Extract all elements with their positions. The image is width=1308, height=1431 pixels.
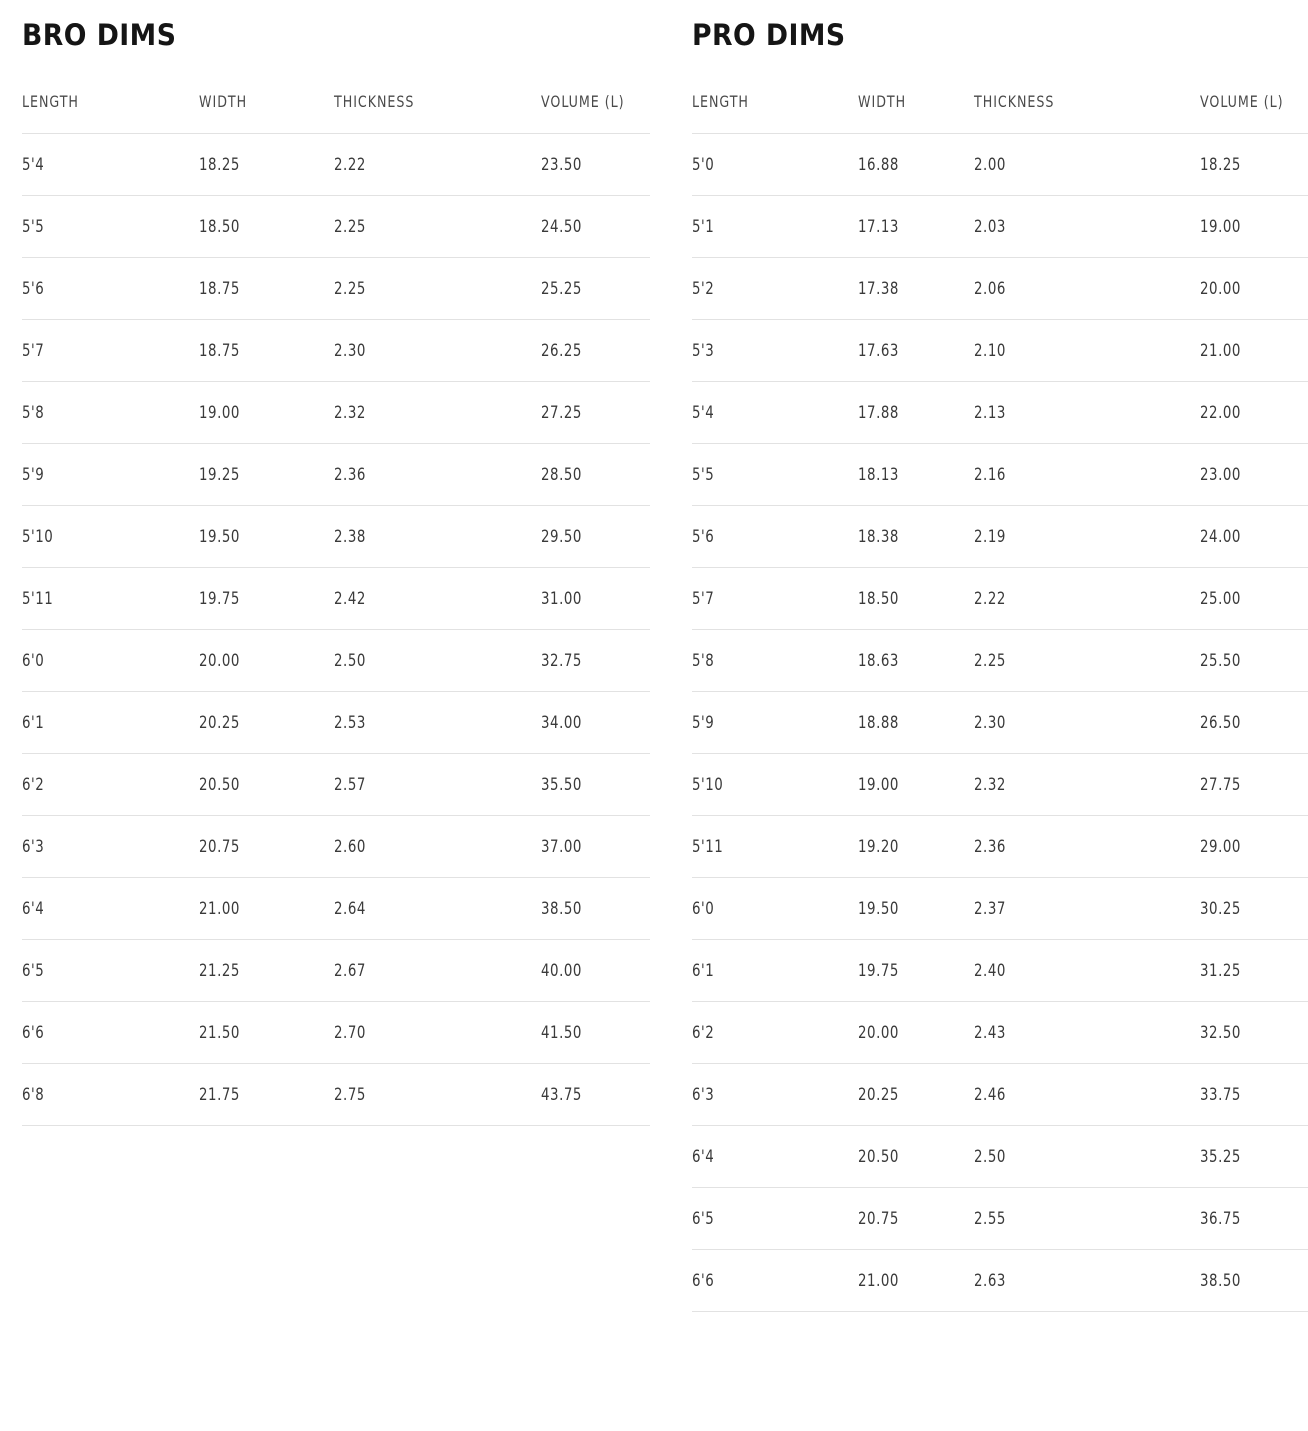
cell-length: 5'5 (692, 443, 841, 505)
table-row (692, 381, 1308, 443)
cell-volume: 27.75 (1200, 753, 1297, 815)
page-title-pro-dims: PRO DIMS (692, 18, 846, 52)
cell-length: 5'0 (692, 133, 841, 195)
table-row (22, 629, 650, 691)
cell-width: 20.25 (858, 1063, 962, 1125)
cell-length: 6'5 (692, 1187, 841, 1249)
cell-thickness: 2.13 (974, 381, 1178, 443)
cell-width: 17.13 (858, 195, 962, 257)
table-row (692, 815, 1308, 877)
cell-width: 21.00 (199, 877, 320, 939)
cell-thickness: 2.70 (334, 1001, 520, 1063)
cell-width: 18.50 (199, 195, 320, 257)
table-row (692, 133, 1308, 195)
cell-width: 21.50 (199, 1001, 320, 1063)
cell-length: 6'3 (22, 815, 182, 877)
page-title-bro-dims: BRO DIMS (22, 18, 177, 52)
table-row (692, 1249, 1308, 1311)
table-row (692, 1063, 1308, 1125)
cell-volume: 31.25 (1200, 939, 1297, 1001)
cell-length: 5'1 (692, 195, 841, 257)
cell-length: 6'6 (692, 1249, 841, 1311)
cell-length: 6'2 (692, 1001, 841, 1063)
cell-width: 19.50 (858, 877, 962, 939)
cell-width: 18.75 (199, 257, 320, 319)
cell-thickness: 2.57 (334, 753, 520, 815)
cell-volume: 28.50 (541, 443, 639, 505)
cell-thickness: 2.50 (974, 1125, 1178, 1187)
cell-length: 6'8 (22, 1063, 182, 1125)
cell-width: 20.75 (199, 815, 320, 877)
table-row (22, 505, 650, 567)
cell-volume: 29.50 (541, 505, 639, 567)
cell-length: 6'6 (22, 1001, 182, 1063)
cell-width: 18.13 (858, 443, 962, 505)
cell-thickness: 2.64 (334, 877, 520, 939)
cell-thickness: 2.10 (974, 319, 1178, 381)
cell-thickness: 2.63 (974, 1249, 1178, 1311)
cell-thickness: 2.75 (334, 1063, 520, 1125)
table-row (22, 195, 650, 257)
cell-length: 5'9 (692, 691, 841, 753)
column-header-volume: VOLUME (L) (540, 91, 625, 111)
cell-thickness: 2.42 (334, 567, 520, 629)
cell-thickness: 2.43 (974, 1001, 1178, 1063)
cell-thickness: 2.40 (974, 939, 1178, 1001)
cell-width: 19.75 (199, 567, 320, 629)
cell-thickness: 2.46 (974, 1063, 1178, 1125)
cell-volume: 21.00 (1200, 319, 1297, 381)
cell-width: 20.25 (199, 691, 320, 753)
table-row (692, 877, 1308, 939)
cell-width: 21.75 (199, 1063, 320, 1125)
cell-volume: 43.75 (541, 1063, 639, 1125)
cell-volume: 20.00 (1200, 257, 1297, 319)
table-body-pro-dims (692, 133, 1308, 1311)
cell-length: 5'10 (22, 505, 182, 567)
cell-volume: 30.25 (1200, 877, 1297, 939)
cell-width: 19.25 (199, 443, 320, 505)
cell-length: 6'0 (22, 629, 182, 691)
table-row (22, 877, 650, 939)
cell-volume: 25.00 (1200, 567, 1297, 629)
cell-width: 20.50 (199, 753, 320, 815)
column-header-volume: VOLUME (L) (1199, 91, 1284, 111)
cell-volume: 23.00 (1200, 443, 1297, 505)
cell-volume: 24.50 (541, 195, 639, 257)
cell-width: 17.63 (858, 319, 962, 381)
table-row (22, 815, 650, 877)
table-row (22, 1001, 650, 1063)
cell-thickness: 2.60 (334, 815, 520, 877)
cell-width: 20.00 (858, 1001, 962, 1063)
cell-volume: 38.50 (541, 877, 639, 939)
cell-volume: 24.00 (1200, 505, 1297, 567)
cell-width: 20.50 (858, 1125, 962, 1187)
cell-thickness: 2.53 (334, 691, 520, 753)
cell-thickness: 2.50 (334, 629, 520, 691)
cell-volume: 32.75 (541, 629, 639, 691)
cell-length: 6'2 (22, 753, 182, 815)
cell-width: 20.75 (858, 1187, 962, 1249)
table-block-bro-dims (0, 0, 672, 1126)
cell-length: 5'8 (22, 381, 182, 443)
table-header-row (692, 92, 1308, 134)
cell-length: 6'3 (692, 1063, 841, 1125)
cell-volume: 41.50 (541, 1001, 639, 1063)
table-row (692, 1001, 1308, 1063)
column-header-thickness: THICKNESS (333, 91, 415, 111)
cell-width: 17.88 (858, 381, 962, 443)
cell-length: 6'4 (692, 1125, 841, 1187)
cell-length: 5'9 (22, 443, 182, 505)
cell-volume: 37.00 (541, 815, 639, 877)
cell-length: 5'6 (22, 257, 182, 319)
cell-width: 18.38 (858, 505, 962, 567)
cell-thickness: 2.55 (974, 1187, 1178, 1249)
cell-thickness: 2.22 (334, 133, 520, 195)
cell-width: 18.25 (199, 133, 320, 195)
table-pro-dims (692, 92, 1308, 1312)
table-row (692, 939, 1308, 1001)
column-header-width: WIDTH (199, 91, 248, 111)
cell-volume: 33.75 (1200, 1063, 1297, 1125)
cell-width: 19.20 (858, 815, 962, 877)
cell-length: 5'10 (692, 753, 841, 815)
cell-volume: 40.00 (541, 939, 639, 1001)
table-row (22, 381, 650, 443)
cell-thickness: 2.25 (974, 629, 1178, 691)
cell-thickness: 2.32 (974, 753, 1178, 815)
cell-volume: 38.50 (1200, 1249, 1297, 1311)
cell-length: 5'8 (692, 629, 841, 691)
table-row (22, 939, 650, 1001)
cell-thickness: 2.03 (974, 195, 1178, 257)
cell-thickness: 2.06 (974, 257, 1178, 319)
cell-length: 6'1 (22, 691, 182, 753)
table-row (692, 443, 1308, 505)
table-row (692, 1187, 1308, 1249)
cell-volume: 25.50 (1200, 629, 1297, 691)
table-row (692, 691, 1308, 753)
cell-length: 5'6 (692, 505, 841, 567)
cell-length: 5'4 (22, 133, 182, 195)
cell-thickness: 2.36 (974, 815, 1178, 877)
table-block-pro-dims (672, 0, 1308, 1312)
cell-width: 19.75 (858, 939, 962, 1001)
table-row (692, 505, 1308, 567)
cell-volume: 32.50 (1200, 1001, 1297, 1063)
table-row (692, 257, 1308, 319)
cell-thickness: 2.22 (974, 567, 1178, 629)
cell-volume: 22.00 (1200, 381, 1297, 443)
column-header-length: LENGTH (22, 91, 79, 111)
cell-width: 20.00 (199, 629, 320, 691)
cell-volume: 23.50 (541, 133, 639, 195)
cell-volume: 34.00 (541, 691, 639, 753)
table-row (22, 691, 650, 753)
cell-volume: 36.75 (1200, 1187, 1297, 1249)
cell-thickness: 2.25 (334, 257, 520, 319)
cell-volume: 31.00 (541, 567, 639, 629)
cell-thickness: 2.30 (334, 319, 520, 381)
cell-width: 21.25 (199, 939, 320, 1001)
cell-thickness: 2.00 (974, 133, 1178, 195)
cell-length: 5'11 (22, 567, 182, 629)
cell-volume: 35.25 (1200, 1125, 1297, 1187)
table-body-bro-dims (22, 133, 650, 1125)
table-row (692, 567, 1308, 629)
column-header-thickness: THICKNESS (973, 91, 1054, 111)
cell-width: 21.00 (858, 1249, 962, 1311)
cell-width: 19.00 (199, 381, 320, 443)
cell-thickness: 2.16 (974, 443, 1178, 505)
cell-thickness: 2.37 (974, 877, 1178, 939)
cell-thickness: 2.30 (974, 691, 1178, 753)
cell-thickness: 2.25 (334, 195, 520, 257)
table-head (22, 92, 650, 134)
cell-length: 5'3 (692, 319, 841, 381)
table-row (692, 319, 1308, 381)
column-header-length: LENGTH (692, 91, 749, 111)
table-head (692, 92, 1308, 134)
cell-length: 5'7 (22, 319, 182, 381)
cell-volume: 18.25 (1200, 133, 1297, 195)
cell-length: 5'4 (692, 381, 841, 443)
cell-thickness: 2.19 (974, 505, 1178, 567)
cell-width: 18.75 (199, 319, 320, 381)
table-row (22, 443, 650, 505)
cell-length: 5'11 (692, 815, 841, 877)
table-bro-dims (22, 92, 650, 1126)
cell-volume: 19.00 (1200, 195, 1297, 257)
cell-volume: 35.50 (541, 753, 639, 815)
cell-length: 5'5 (22, 195, 182, 257)
cell-length: 6'4 (22, 877, 182, 939)
cell-length: 6'0 (692, 877, 841, 939)
table-header-row (22, 92, 650, 134)
cell-length: 6'5 (22, 939, 182, 1001)
table-row (22, 1063, 650, 1125)
cell-length: 5'7 (692, 567, 841, 629)
cell-length: 5'2 (692, 257, 841, 319)
cell-width: 19.00 (858, 753, 962, 815)
table-row (22, 133, 650, 195)
cell-width: 18.50 (858, 567, 962, 629)
cell-thickness: 2.67 (334, 939, 520, 1001)
cell-thickness: 2.36 (334, 443, 520, 505)
cell-thickness: 2.32 (334, 381, 520, 443)
table-row (692, 195, 1308, 257)
cell-volume: 27.25 (541, 381, 639, 443)
table-row (22, 567, 650, 629)
cell-volume: 26.25 (541, 319, 639, 381)
table-row (692, 629, 1308, 691)
table-row (22, 753, 650, 815)
table-row (22, 319, 650, 381)
cell-width: 16.88 (858, 133, 962, 195)
cell-width: 19.50 (199, 505, 320, 567)
cell-volume: 29.00 (1200, 815, 1297, 877)
column-header-width: WIDTH (857, 91, 907, 111)
cell-width: 18.88 (858, 691, 962, 753)
table-row (22, 257, 650, 319)
cell-thickness: 2.38 (334, 505, 520, 567)
cell-volume: 26.50 (1200, 691, 1297, 753)
table-row (692, 753, 1308, 815)
table-row (692, 1125, 1308, 1187)
cell-width: 17.38 (858, 257, 962, 319)
cell-volume: 25.25 (541, 257, 639, 319)
cell-length: 6'1 (692, 939, 841, 1001)
cell-width: 18.63 (858, 629, 962, 691)
